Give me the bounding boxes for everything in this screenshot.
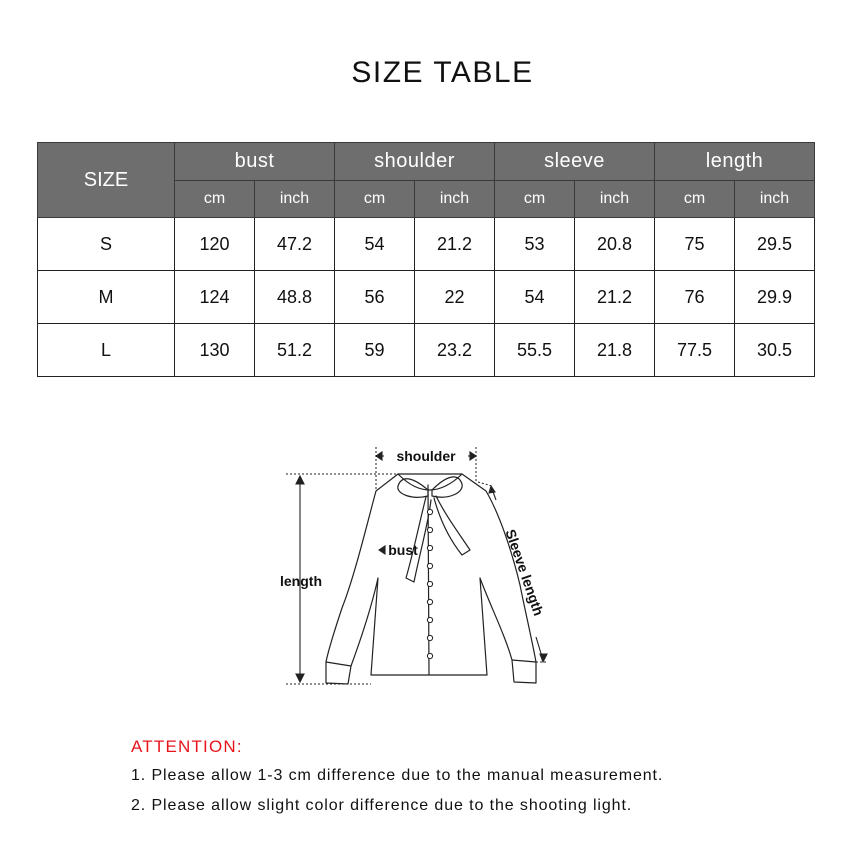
attention-note-2: 2. Please allow slight color difference due to the shooting light.: [131, 797, 633, 814]
table-cell: 48.8: [255, 271, 335, 324]
table-cell: 55.5: [495, 324, 575, 377]
button-icon: [427, 527, 432, 532]
cuff-right: [512, 660, 536, 662]
table-cell: 21.2: [575, 271, 655, 324]
table-cell: 30.5: [735, 324, 815, 377]
blouse-measurement-diagram: [272, 438, 562, 698]
bust-header: bust: [175, 143, 335, 181]
table-cell: 75: [655, 218, 735, 271]
arrow-head-icon: [376, 452, 382, 460]
table-cell: 20.8: [575, 218, 655, 271]
size-cell: L: [38, 324, 175, 377]
unit-header: inch: [255, 181, 335, 218]
table-cell: 77.5: [655, 324, 735, 377]
sleeve-arrow-bottom: [536, 637, 543, 660]
size-cell: M: [38, 271, 175, 324]
table-cell: 29.5: [735, 218, 815, 271]
sleeve-length-label: Sleeve length: [502, 527, 547, 618]
unit-header: inch: [415, 181, 495, 218]
table-cell: 130: [175, 324, 255, 377]
table-cell: 47.2: [255, 218, 335, 271]
button-icon: [427, 545, 432, 550]
cuff-left: [326, 662, 351, 666]
page-title: SIZE TABLE: [351, 56, 534, 89]
bow-right-tail: [434, 496, 470, 555]
group-header-row: [38, 143, 815, 181]
table-cell: 54: [495, 271, 575, 324]
bow-left-tail: [406, 497, 431, 582]
size-cell: S: [38, 218, 175, 271]
blouse-outline: [326, 474, 536, 684]
table-cell: 23.2: [415, 324, 495, 377]
unit-header: cm: [175, 181, 255, 218]
size-column-header: SIZE: [38, 143, 175, 218]
attention-note-1: 1. Please allow 1-3 cm difference due to the manual measurement.: [131, 767, 664, 784]
table-cell: 21.2: [415, 218, 495, 271]
table-cell: 124: [175, 271, 255, 324]
bow-right-loop: [432, 477, 462, 497]
shoulder-header: shoulder: [335, 143, 495, 181]
length-label: length: [280, 573, 322, 589]
table-cell: 76: [655, 271, 735, 324]
bust-label: bust: [388, 542, 418, 558]
button-icon: [427, 509, 432, 514]
button-icon: [427, 617, 432, 622]
table-cell: 56: [335, 271, 415, 324]
sleeve-header: sleeve: [495, 143, 655, 181]
table-row: [38, 271, 815, 324]
size-table: [37, 142, 815, 377]
arrow-head-icon: [379, 546, 385, 554]
unit-header: inch: [735, 181, 815, 218]
unit-header: inch: [575, 181, 655, 218]
button-icon: [427, 635, 432, 640]
table-row: [38, 218, 815, 271]
length-header: length: [655, 143, 815, 181]
table-cell: 51.2: [255, 324, 335, 377]
shoulder-label: shoulder: [396, 448, 456, 464]
arrow-head-icon: [470, 452, 476, 460]
table-cell: 21.8: [575, 324, 655, 377]
arrow-head-icon: [296, 476, 304, 484]
bow-left-loop: [398, 479, 428, 498]
table-cell: 22: [415, 271, 495, 324]
button-icon: [427, 563, 432, 568]
unit-header: cm: [495, 181, 575, 218]
arrow-head-icon: [296, 674, 304, 682]
table-cell: 59: [335, 324, 415, 377]
table-cell: 120: [175, 218, 255, 271]
table-cell: 54: [335, 218, 415, 271]
table-cell: 29.9: [735, 271, 815, 324]
table-row: [38, 324, 815, 377]
button-icon: [427, 653, 432, 658]
table-cell: 53: [495, 218, 575, 271]
sleeve-guide-top: [478, 482, 492, 486]
attention-heading: ATTENTION:: [131, 737, 243, 756]
button-icon: [427, 581, 432, 586]
unit-header: cm: [335, 181, 415, 218]
unit-header: cm: [655, 181, 735, 218]
button-icon: [427, 599, 432, 604]
